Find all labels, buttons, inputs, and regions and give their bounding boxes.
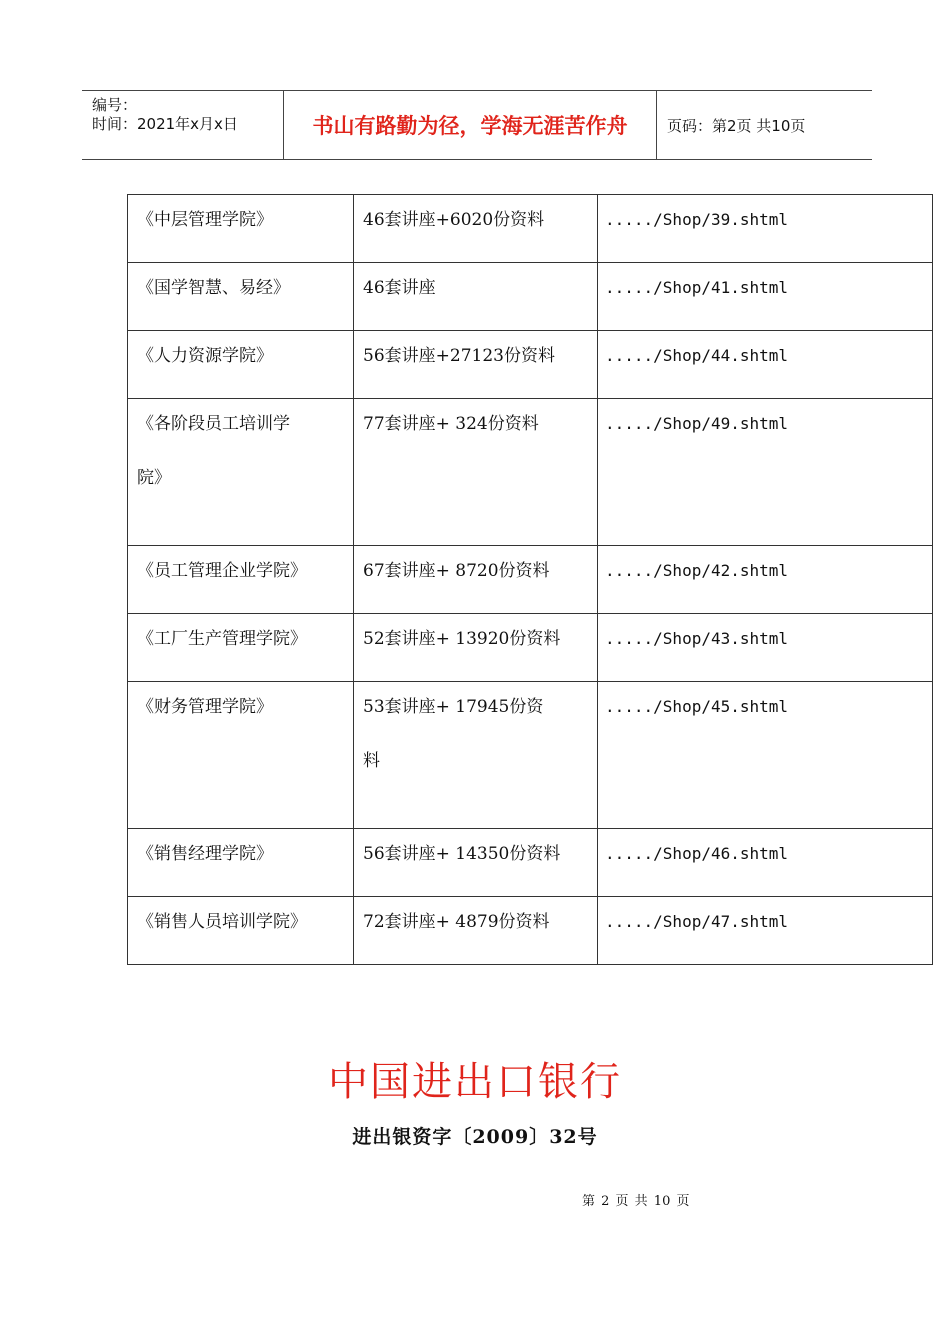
header-meta (82, 91, 284, 159)
course-name: 《国学智慧、易经》 (128, 263, 354, 331)
course-content: 46套讲座+6020份资料 (354, 195, 598, 263)
course-name: 《员工管理企业学院》 (128, 546, 354, 614)
table-row (128, 263, 933, 331)
table-row (128, 897, 933, 965)
course-link[interactable]: ...../Shop/45.shtml (598, 682, 933, 829)
page-footer: 第 2 页 共 10 页 (582, 1194, 690, 1209)
page-header (82, 90, 872, 160)
course-name: 《销售人员培训学院》 (128, 897, 354, 965)
bank-name-heading: 中国进出口银行 (328, 1059, 622, 1105)
course-link[interactable]: ...../Shop/44.shtml (598, 331, 933, 399)
course-name: 《中层管理学院》 (128, 195, 354, 263)
course-name: 《财务管理学院》 (128, 682, 354, 829)
table-row (128, 682, 933, 829)
course-link[interactable]: ...../Shop/39.shtml (598, 195, 933, 263)
table-row (128, 399, 933, 546)
course-content: 52套讲座+ 13920份资料 (354, 614, 598, 682)
course-content: 53套讲座+ 17945份资 料 (354, 682, 598, 829)
motto-text: 书山有路勤为径，学海无涯苦作舟 (312, 114, 628, 138)
course-link[interactable]: ...../Shop/49.shtml (598, 399, 933, 546)
course-name: 《各阶段员工培训学 院》 (128, 399, 354, 546)
course-content: 77套讲座+ 324份资料 (354, 399, 598, 546)
course-content: 56套讲座+27123份资料 (354, 331, 598, 399)
course-content: 56套讲座+ 14350份资料 (354, 829, 598, 897)
time-label: 时间：2021年x月x日 (92, 115, 238, 133)
page-info-text: 页码：第2页 共10页 (667, 116, 806, 135)
course-link[interactable]: ...../Shop/42.shtml (598, 546, 933, 614)
course-link[interactable]: ...../Shop/47.shtml (598, 897, 933, 965)
course-name: 《销售经理学院》 (128, 829, 354, 897)
table-row (128, 195, 933, 263)
table-row (128, 331, 933, 399)
course-link[interactable]: ...../Shop/41.shtml (598, 263, 933, 331)
number-label: 编号： (92, 96, 138, 114)
course-link[interactable]: ...../Shop/43.shtml (598, 614, 933, 682)
header-page-info (657, 91, 872, 159)
course-link[interactable]: ...../Shop/46.shtml (598, 829, 933, 897)
course-name: 《人力资源学院》 (128, 331, 354, 399)
course-name: 《工厂生产管理学院》 (128, 614, 354, 682)
table-row (128, 614, 933, 682)
header-motto (284, 91, 657, 159)
course-content: 46套讲座 (354, 263, 598, 331)
course-table (127, 194, 933, 965)
table-row (128, 546, 933, 614)
course-content: 72套讲座+ 4879份资料 (354, 897, 598, 965)
document-number: 进出银资字〔2009〕32号 (352, 1126, 598, 1148)
table-row (128, 829, 933, 897)
course-content: 67套讲座+ 8720份资料 (354, 546, 598, 614)
